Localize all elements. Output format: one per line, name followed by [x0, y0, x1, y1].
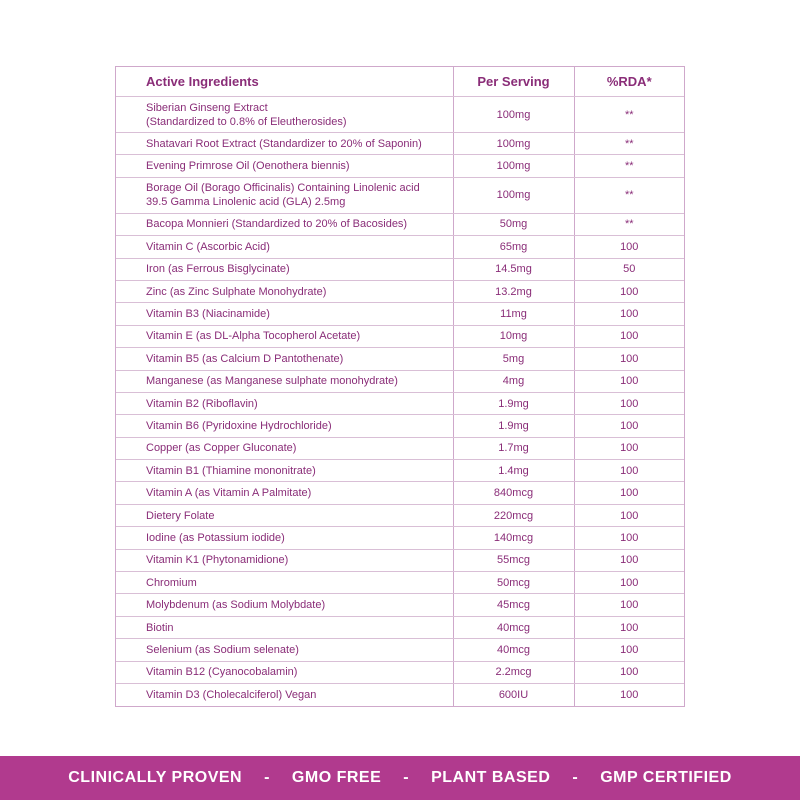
ingredient-name: Molybdenum (as Sodium Molybdate): [116, 594, 453, 616]
table-row: [116, 415, 684, 437]
ingredient-name: Copper (as Copper Gluconate): [116, 437, 453, 459]
per-serving-value: 100mg: [453, 155, 574, 177]
per-serving-value: 65mg: [453, 236, 574, 258]
table-row: [116, 504, 684, 526]
table-row: [116, 97, 684, 133]
footer-banner: [0, 756, 800, 800]
table-row: [116, 549, 684, 571]
per-serving-value: 55mcg: [453, 549, 574, 571]
rda-value: 50: [574, 258, 684, 280]
per-serving-value: 4mg: [453, 370, 574, 392]
table-row: [116, 303, 684, 325]
rda-value: 100: [574, 437, 684, 459]
rda-value: 100: [574, 639, 684, 661]
table-row: [116, 258, 684, 280]
table-header-row: [116, 67, 684, 97]
header-active-ingredients: Active Ingredients: [116, 67, 453, 97]
ingredient-name: Vitamin D3 (Cholecalciferol) Vegan: [146, 688, 317, 701]
rda-value: 100: [574, 280, 684, 302]
ingredient-name: Vitamin B6 (Pyridoxine Hydrochloride): [116, 415, 453, 437]
ingredient-name: Chromium: [116, 572, 453, 594]
table-row: [116, 177, 684, 213]
rda-value: 100: [574, 370, 684, 392]
ingredient-name: Iodine (as Potassium iodide): [116, 527, 453, 549]
rda-value: 100: [574, 415, 684, 437]
table-row: [116, 616, 684, 638]
rda-value: **: [574, 133, 684, 155]
footer-item-plant-based: PLANT BASED: [431, 769, 551, 786]
ingredient-name: Borage Oil (Borago Officinalis) Containing Linolenic acid 39.5 Gamma Linolenic acid (GLA) 2.5mg: [116, 177, 453, 213]
per-serving-value: 14.5mg: [453, 258, 574, 280]
ingredient-name: Vitamin B1 (Thiamine mononitrate): [116, 460, 453, 482]
rda-value: **: [574, 155, 684, 177]
ingredient-name: Vitamin B5 (as Calcium D Pantothenate): [116, 348, 453, 370]
per-serving-value: 2.2mcg: [453, 661, 574, 683]
per-serving-value: 100mg: [453, 97, 574, 133]
ingredient-name: Vitamin K1 (Phytonamidione): [116, 549, 453, 571]
ingredient-name: Vitamin C (Ascorbic Acid): [116, 236, 453, 258]
ingredient-name: Vitamin B2 (Riboflavin): [116, 392, 453, 414]
per-serving-value: 10mg: [453, 325, 574, 347]
table-row: [116, 213, 684, 235]
table-row: [116, 572, 684, 594]
table-row: [116, 280, 684, 302]
per-serving-value: 1.4mg: [453, 460, 574, 482]
rda-value: 100: [574, 549, 684, 571]
table-row: [116, 661, 684, 683]
per-serving-value: 600IU: [453, 683, 574, 705]
per-serving-value: 220mcg: [453, 504, 574, 526]
rda-value: 100: [574, 236, 684, 258]
rda-value: 100: [574, 392, 684, 414]
table-row: [116, 155, 684, 177]
footer-separator: -: [264, 769, 270, 786]
rda-value: 100: [574, 504, 684, 526]
ingredient-name: Vitamin B12 (Cyanocobalamin): [116, 661, 453, 683]
table-row: [116, 437, 684, 459]
ingredient-name: Vitamin A (as Vitamin A Palmitate): [116, 482, 453, 504]
ingredient-name: Shatavari Root Extract (Standardizer to 20% of Saponin): [116, 133, 453, 155]
rda-value: 100: [574, 661, 684, 683]
rda-value: 100: [574, 572, 684, 594]
footer-item-gmo-free: GMO FREE: [291, 769, 382, 786]
per-serving-value: 1.9mg: [453, 392, 574, 414]
per-serving-value: 1.7mg: [453, 437, 574, 459]
rda-value: 100: [574, 325, 684, 347]
ingredient-name: Vitamin B3 (Niacinamide): [116, 303, 453, 325]
ingredients-table: [116, 67, 684, 706]
table-row: [116, 392, 684, 414]
table-row: [116, 236, 684, 258]
ingredient-name: Dietery Folate: [116, 504, 453, 526]
per-serving-value: 40mcg: [453, 616, 574, 638]
ingredients-table-panel: [115, 66, 685, 707]
per-serving-value: 40mcg: [453, 639, 574, 661]
ingredient-name: Zinc (as Zinc Sulphate Monohydrate): [116, 280, 453, 302]
rda-value: **: [574, 213, 684, 235]
table-row: [116, 482, 684, 504]
ingredient-name: Selenium (as Sodium selenate): [116, 639, 453, 661]
per-serving-value: 50mg: [453, 213, 574, 235]
table-row: [116, 348, 684, 370]
per-serving-value: 11mg: [453, 303, 574, 325]
rda-value: 100: [574, 348, 684, 370]
table-row: [116, 325, 684, 347]
ingredient-name: Biotin: [116, 616, 453, 638]
table-row: [116, 527, 684, 549]
per-serving-value: 45mcg: [453, 594, 574, 616]
table-row: [116, 370, 684, 392]
ingredient-name: Vitamin E (as DL-Alpha Tocopherol Acetate): [116, 325, 453, 347]
ingredient-name: Siberian Ginseng Extract (Standardized to 0.8% of Eleutherosides): [116, 97, 453, 133]
per-serving-value: 100mg: [453, 177, 574, 213]
rda-value: 100: [574, 683, 684, 705]
rda-value: 100: [574, 303, 684, 325]
rda-value: 100: [574, 594, 684, 616]
per-serving-value: 13.2mg: [453, 280, 574, 302]
rda-value: 100: [574, 482, 684, 504]
rda-value: 100: [574, 527, 684, 549]
ingredient-name: Iron (as Ferrous Bisglycinate): [116, 258, 453, 280]
table-row: [116, 133, 684, 155]
per-serving-value: 100mg: [453, 133, 574, 155]
table-row: [116, 460, 684, 482]
footer-separator: -: [572, 769, 579, 786]
ingredient-name: Evening Primrose Oil (Oenothera biennis): [116, 155, 453, 177]
footer-item-gmp-certified: GMP CERTIFIED: [600, 769, 732, 786]
per-serving-value: 50mcg: [453, 572, 574, 594]
table-row: [116, 639, 684, 661]
footer-separator: -: [403, 769, 410, 786]
rda-value: 100: [574, 616, 684, 638]
rda-value: **: [574, 177, 684, 213]
rda-value: 100: [574, 460, 684, 482]
table-row: [116, 683, 684, 705]
per-serving-value: 1.9mg: [453, 415, 574, 437]
per-serving-value: 5mg: [453, 348, 574, 370]
per-serving-value: 840mcg: [453, 482, 574, 504]
per-serving-value: 140mcg: [453, 527, 574, 549]
ingredient-name: Bacopa Monnieri (Standardized to 20% of Bacosides): [116, 213, 453, 235]
table-row: [116, 594, 684, 616]
footer-item-clinically-proven: CLINICALLY PROVEN: [68, 769, 243, 786]
header-per-serving: Per Serving: [453, 67, 574, 97]
header-rda: %RDA*: [574, 67, 684, 97]
ingredient-name: Manganese (as Manganese sulphate monohydrate): [116, 370, 453, 392]
rda-value: **: [574, 97, 684, 133]
